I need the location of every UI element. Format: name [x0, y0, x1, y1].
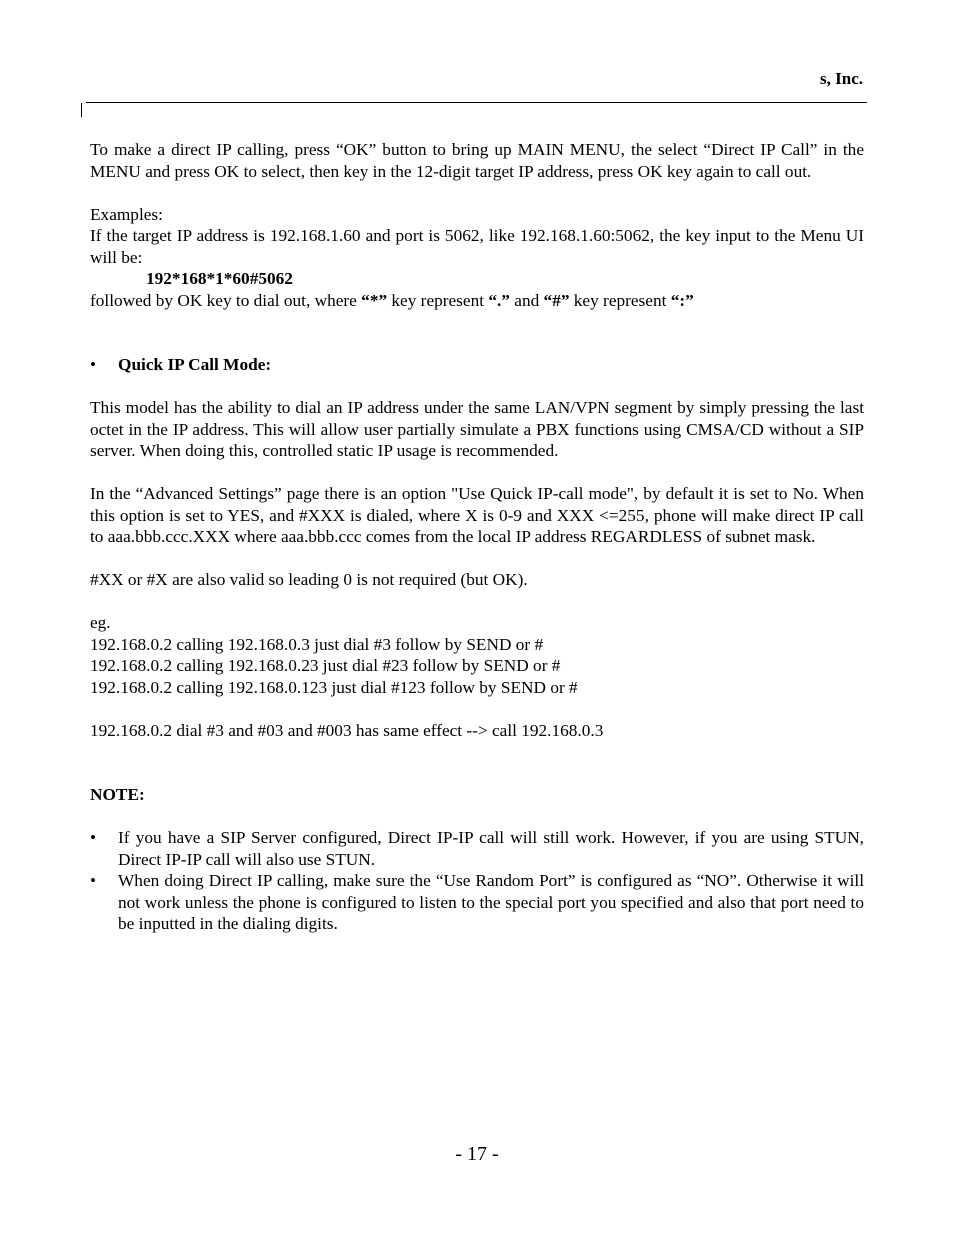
key-input-example: 192*168*1*60#5062	[146, 269, 293, 288]
bullet-icon: •	[90, 355, 96, 374]
quick-ip-heading: Quick IP Call Mode:	[118, 355, 272, 374]
page-content	[90, 139, 864, 935]
star-symbol: “*”	[361, 290, 388, 310]
header-rule	[86, 102, 867, 103]
eg-label: eg.	[90, 613, 111, 632]
quick-ip-heading-list	[90, 354, 864, 376]
example-line: If the target IP address is 192.168.1.60 and port is 5062, like 192.168.1.60:5062, the key input to the Menu UI will be:	[90, 226, 864, 267]
intro-paragraph: To make a direct IP calling, press “OK” button to bring up MAIN MENU, the select “Direct IP Call” in the MENU and press OK to select, then key in the 12-digit target IP address, press OK key again to call out.	[90, 140, 864, 181]
header-company: s, Inc.	[820, 69, 863, 88]
page-number: - 17 -	[455, 1143, 499, 1165]
quick-ip-paragraph-2: In the “Advanced Settings” page there is an option "Use Quick IP-call mode", by default it is set to No. When this option is set to YES, and #XXX is dialed, where X is 0-9 and XXX <=255, phone will make direct IP call to aaa.bbb.ccc.XXX where aaa.bbb.ccc comes from the local IP address REGARDLESS of subnet mask.	[90, 484, 864, 546]
hash-symbol: “#”	[543, 290, 570, 310]
eg-line-1: 192.168.0.2 calling 192.168.0.3 just dial #3 follow by SEND or #	[90, 634, 544, 654]
note-item-text: If you have a SIP Server configured, Direct IP-IP call will still work. However, if you are using STUN, Direct IP-IP call will also use STUN.	[118, 828, 864, 869]
colon-symbol: “:”	[670, 290, 694, 310]
eg-line-2: 192.168.0.2 calling 192.168.0.23 just dial #23 follow by SEND or #	[90, 656, 561, 675]
dot-symbol: “.”	[488, 290, 510, 310]
effect-line: 192.168.0.2 dial #3 and #03 and #003 has same effect --> call 192.168.0.3	[90, 720, 604, 740]
note-item	[90, 827, 864, 870]
examples-label: Examples:	[90, 204, 163, 224]
followed-text: followed by OK key to dial out, where	[90, 290, 362, 310]
note-item-text: When doing Direct IP calling, make sure the “Use Random Port” is configured as “NO”. Otherwise it will not work unless the phone is configured to listen to the special port you specified and also that port need to be inputted in the dialing digits.	[118, 871, 864, 933]
bullet-icon: •	[90, 828, 96, 847]
note-list	[90, 827, 864, 935]
followed-text-2: key represent	[387, 290, 489, 310]
note-item	[90, 870, 864, 935]
header-tick	[81, 103, 82, 117]
quick-ip-paragraph-3: #XX or #X are also valid so leading 0 is not required (but OK).	[90, 570, 528, 589]
followed-text-4: key represent	[569, 290, 671, 310]
eg-line-3: 192.168.0.2 calling 192.168.0.123 just dial #123 follow by SEND or #	[90, 677, 578, 697]
quick-ip-heading-item	[90, 354, 864, 376]
followed-text-3: and	[509, 290, 544, 310]
bullet-icon: •	[90, 871, 96, 890]
followed-line	[90, 290, 864, 312]
quick-ip-paragraph-1: This model has the ability to dial an IP address under the same LAN/VPN segment by simply pressing the last octet in the IP address. This will allow user partially simulate a PBX functions using CMSA/CD without a SIP server. When doing this, controlled static IP usage is recommended.	[90, 398, 864, 460]
note-heading: NOTE:	[90, 785, 145, 804]
